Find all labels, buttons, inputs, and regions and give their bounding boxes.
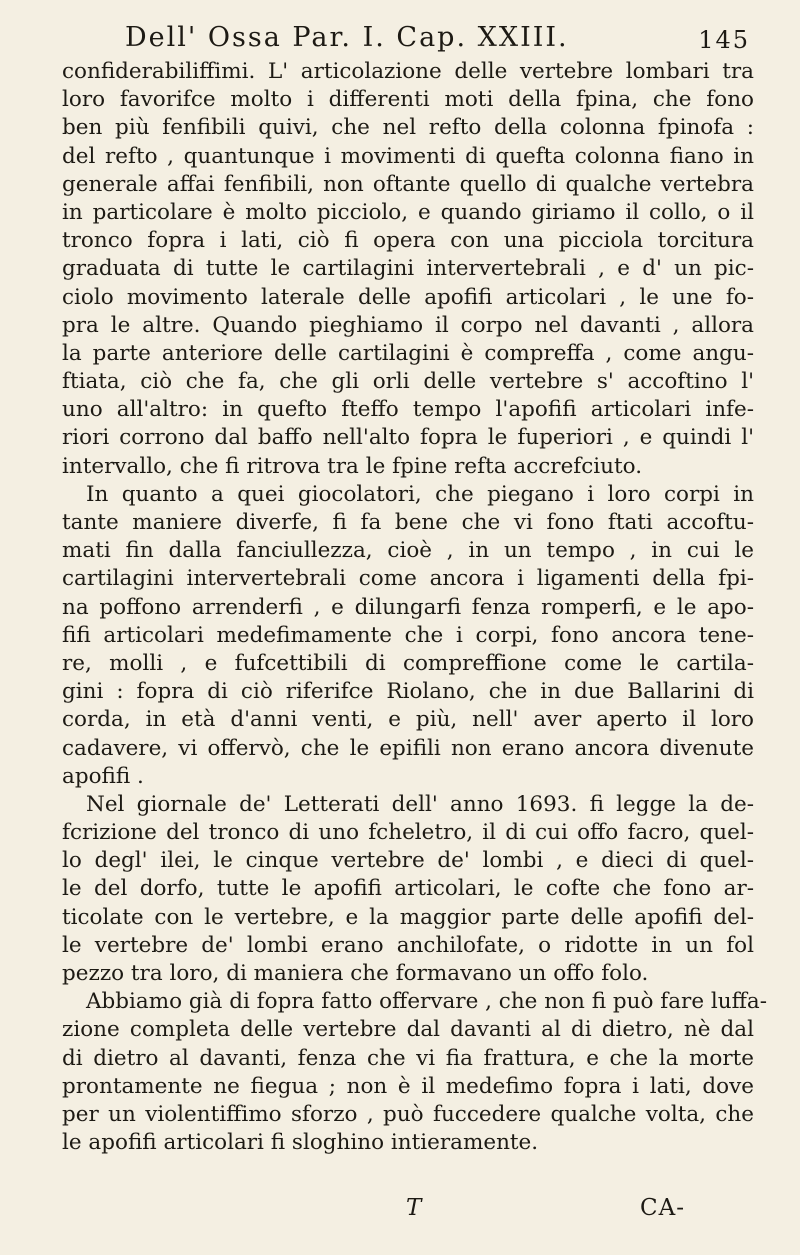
text-line: confiderabiliffimi. L' articolazione delle vertebre lombari tra: [62, 59, 754, 84]
text-line: intervallo, che fi ritrova tra le fpine refta accrefciuto.: [62, 453, 643, 479]
text-line: uno all'altro: in quefto fteffo tempo l'apofifi articolari infe-: [62, 397, 754, 423]
text-line: ticolate con le vertebre, e la maggior parte delle apofifi del-: [62, 904, 754, 930]
text-line: le vertebre de' lombi erano anchilofate, o ridotte in un fol: [62, 932, 754, 958]
text-line: fifi articolari medefimamente che i corpi, fono ancora tene-: [62, 622, 754, 648]
text-line: loro favorifce molto i differenti moti della fpina, che fono: [62, 87, 754, 113]
text-line: zione completa delle vertebre dal davanti al di dietro, nè dal: [62, 1017, 754, 1043]
text-line: ftiata, ciò che fa, che gli orli delle vertebre s' accoftino l': [62, 369, 754, 395]
text-line: per un violentiffimo sforzo , può fuccedere qualche volta, che: [62, 1101, 754, 1127]
page-footer: [0, 1195, 800, 1235]
text-line: le apofifi articolari fi sloghino intieramente.: [62, 1130, 539, 1156]
text-line: di dietro al davanti, fenza che vi fia frattura, e che la morte: [62, 1045, 754, 1071]
text-line: Nel giornale de' Letterati dell' anno 1693. fi legge la de-: [86, 791, 754, 817]
body-text: [62, 58, 767, 1157]
catchword: CA-: [640, 1195, 685, 1221]
signature-mark: T: [406, 1195, 422, 1221]
paragraph: [62, 791, 754, 988]
text-line: Abbiamo già di fopra fatto offervare , che non fi può fare luffa-: [86, 989, 767, 1015]
page-number: 145: [698, 26, 750, 54]
paragraph: [62, 58, 754, 481]
text-line: prontamente ne fiegua ; non è il medefimo fopra i lati, dove: [62, 1073, 754, 1099]
text-line: del refto , quantunque i movimenti di quefta colonna fiano in: [62, 143, 754, 169]
paragraph: [62, 988, 767, 1157]
text-line: tronco fopra i lati, ciò fi opera con una picciola torcitura: [62, 228, 754, 254]
text-line: pezzo tra loro, di maniera che formavano un offo folo.: [62, 961, 649, 986]
text-line: cadavere, vi offervò, che le epifili non erano ancora divenute: [62, 735, 754, 761]
paragraph: [62, 481, 754, 791]
text-line: riori corrono dal baffo nell'alto fopra le fuperiori , e quindi l': [62, 425, 754, 451]
page-header: [125, 14, 750, 54]
text-line: ben più fenfibili quivi, che nel refto della colonna fpinofa :: [62, 115, 754, 141]
text-line: corda, in età d'anni venti, e più, nell' aver aperto il loro: [62, 707, 754, 733]
text-line: lo degl' ilei, le cinque vertebre de' lombi , e dieci di quel-: [62, 848, 754, 874]
text-line: generale affai fenfibili, non oftante quello di qualche vertebra: [62, 171, 754, 197]
text-line: pra le altre. Quando pieghiamo il corpo nel davanti , allora: [62, 312, 754, 338]
text-line: cartilagini intervertebrali come ancora i ligamenti della fpi-: [62, 566, 754, 592]
text-line: ciolo movimento laterale delle apofifi articolari , le une fo-: [62, 284, 754, 310]
text-line: In quanto a quei giocolatori, che piegano i loro corpi in: [86, 481, 754, 507]
text-line: la parte anteriore delle cartilagini è compreffa , come angu-: [62, 340, 754, 366]
text-line: fcrizione del tronco di uno fcheletro, il di cui offo facro, quel-: [62, 820, 754, 846]
text-line: tante maniere diverfe, fi fa bene che vi fono ftati accoftu-: [62, 510, 754, 535]
text-line: apofifi .: [62, 763, 144, 789]
text-line: na poffono arrenderfi , e dilungarfi fenza romperfi, e le apo-: [62, 594, 754, 620]
running-title: Dell' Ossa Par. I. Cap. XXIII.: [125, 22, 569, 53]
text-line: re, molli , e fufcettibili di compreffione come le cartila-: [62, 650, 754, 676]
text-line: le del dorfo, tutte le apofifi articolari, le cofte che fono ar-: [62, 876, 754, 902]
text-line: in particolare è molto picciolo, e quando giriamo il collo, o il: [62, 199, 754, 225]
text-line: graduata di tutte le cartilagini intervertebrali , e d' un pic-: [62, 256, 754, 282]
text-line: gini : fopra di ciò riferifce Riolano, che in due Ballarini di: [62, 679, 754, 705]
text-line: mati fin dalla fanciullezza, cioè , in un tempo , in cui le: [62, 538, 754, 564]
